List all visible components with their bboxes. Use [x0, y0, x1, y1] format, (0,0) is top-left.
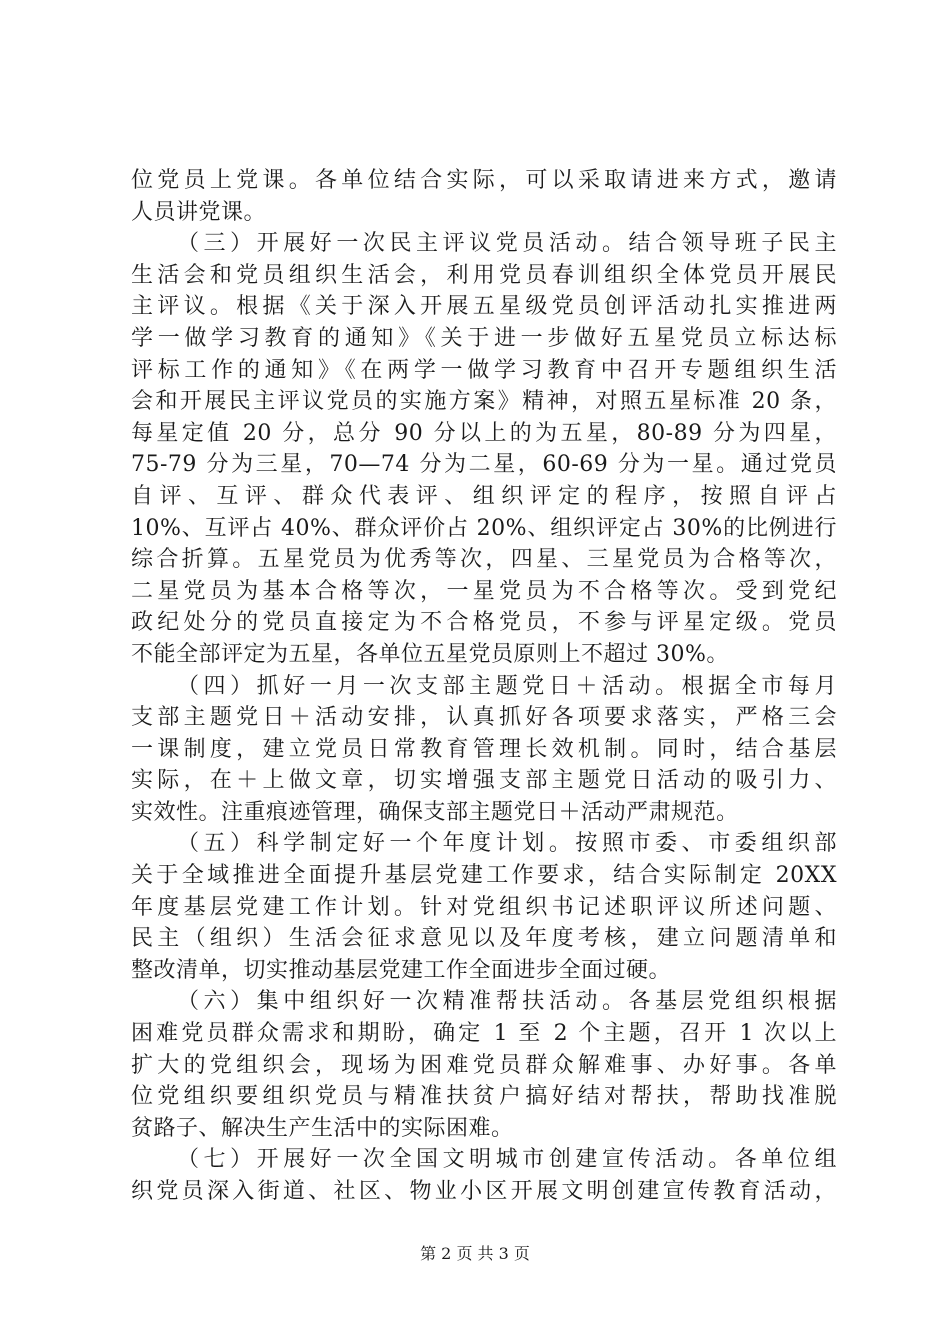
- text-line: 自评、互评、群众代表评、组织评定的程序，按照自评占: [131, 483, 837, 509]
- text-line: 位党组织要组织党员与精准扶贫户搞好结对帮扶，帮助找准脱: [131, 1084, 837, 1110]
- text-line: 人员讲党课。: [131, 199, 267, 225]
- text-line: 织党员深入街道、社区、物业小区开展文明创建宣传教育活动，: [131, 1179, 837, 1204]
- text-line: （七）开展好一次全国文明城市创建宣传活动。各单位组: [177, 1147, 837, 1173]
- text-line: 支部主题党日＋活动安排，认真抓好各项要求落实，严格三会: [131, 705, 837, 731]
- text-line: 二星党员为基本合格等次，一星党员为不合格等次。受到党纪: [131, 578, 837, 604]
- text-line: 位党员上党课。各单位结合实际，可以采取请进来方式，邀请: [131, 168, 837, 193]
- text-line: 整改清单，切实推动基层党建工作全面进步全面过硬。: [131, 957, 672, 983]
- text-line: 每星定值 20 分，总分 90 分以上的为五星，80-89 分为四星，: [131, 420, 837, 446]
- document-body: [131, 165, 837, 1208]
- text-line: 实际，在＋上做文章，切实增强支部主题党日活动的吸引力、: [131, 768, 837, 794]
- page-footer: 第 2 页 共 3 页: [420, 1244, 530, 1263]
- text-line: 评标工作的通知》《在两学一做学习教育中召开专题组织生活: [131, 357, 837, 383]
- text-line: （五）科学制定好一个年度计划。按照市委、市委组织部: [177, 831, 837, 857]
- text-line: 会和开展民主评议党员的实施方案》精神，对照五星标准 20 条，: [131, 389, 837, 415]
- text-line: 实效性。注重痕迹管理，确保支部主题党日＋活动严肃规范。: [131, 799, 739, 825]
- text-line: （三）开展好一次民主评议党员活动。结合领导班子民主: [177, 231, 837, 257]
- text-line: 10%、互评占 40%、群众评价占 20%、组织评定占 30%的比例进行: [131, 515, 837, 541]
- text-line: 关于全域推进全面提升基层党建工作要求，结合实际制定 20XX: [131, 863, 837, 889]
- text-line: 民主（组织）生活会征求意见以及年度考核，建立问题清单和: [131, 926, 837, 952]
- text-line: （四）抓好一月一次支部主题党日＋活动。根据全市每月: [177, 673, 837, 699]
- text-line: （六）集中组织好一次精准帮扶活动。各基层党组织根据: [177, 989, 837, 1015]
- text-line: 学一做学习教育的通知》《关于进一步做好五星党员立标达标: [131, 325, 837, 351]
- text-line: 75-79 分为三星，70—74 分为二星，60-69 分为一星。通过党员: [131, 452, 837, 478]
- text-line: 年度基层党建工作计划。针对党组织书记述职评议所述问题、: [131, 894, 837, 920]
- text-line: 一课制度，建立党员日常教育管理长效机制。同时，结合基层: [131, 736, 837, 762]
- text-line: 主评议。根据《关于深入开展五星级党员创评活动扎实推进两: [131, 294, 837, 320]
- text-line: 困难党员群众需求和期盼，确定 1 至 2 个主题，召开 1 次以上: [131, 1021, 837, 1047]
- text-line: 贫路子、解决生产生活中的实际困难。: [131, 1115, 514, 1141]
- text-line: 综合折算。五星党员为优秀等次，四星、三星党员为合格等次，: [131, 547, 837, 573]
- text-line: 政纪处分的党员直接定为不合格党员，不参与评星定级。党员: [131, 610, 837, 636]
- text-line: 不能全部评定为五星，各单位五星党员原则上不超过 30%。: [131, 641, 729, 667]
- text-line: 扩大的党组织会，现场为困难党员群众解难事、办好事。各单: [131, 1052, 837, 1078]
- text-line: 生活会和党员组织生活会，利用党员春训组织全体党员开展民: [131, 262, 837, 288]
